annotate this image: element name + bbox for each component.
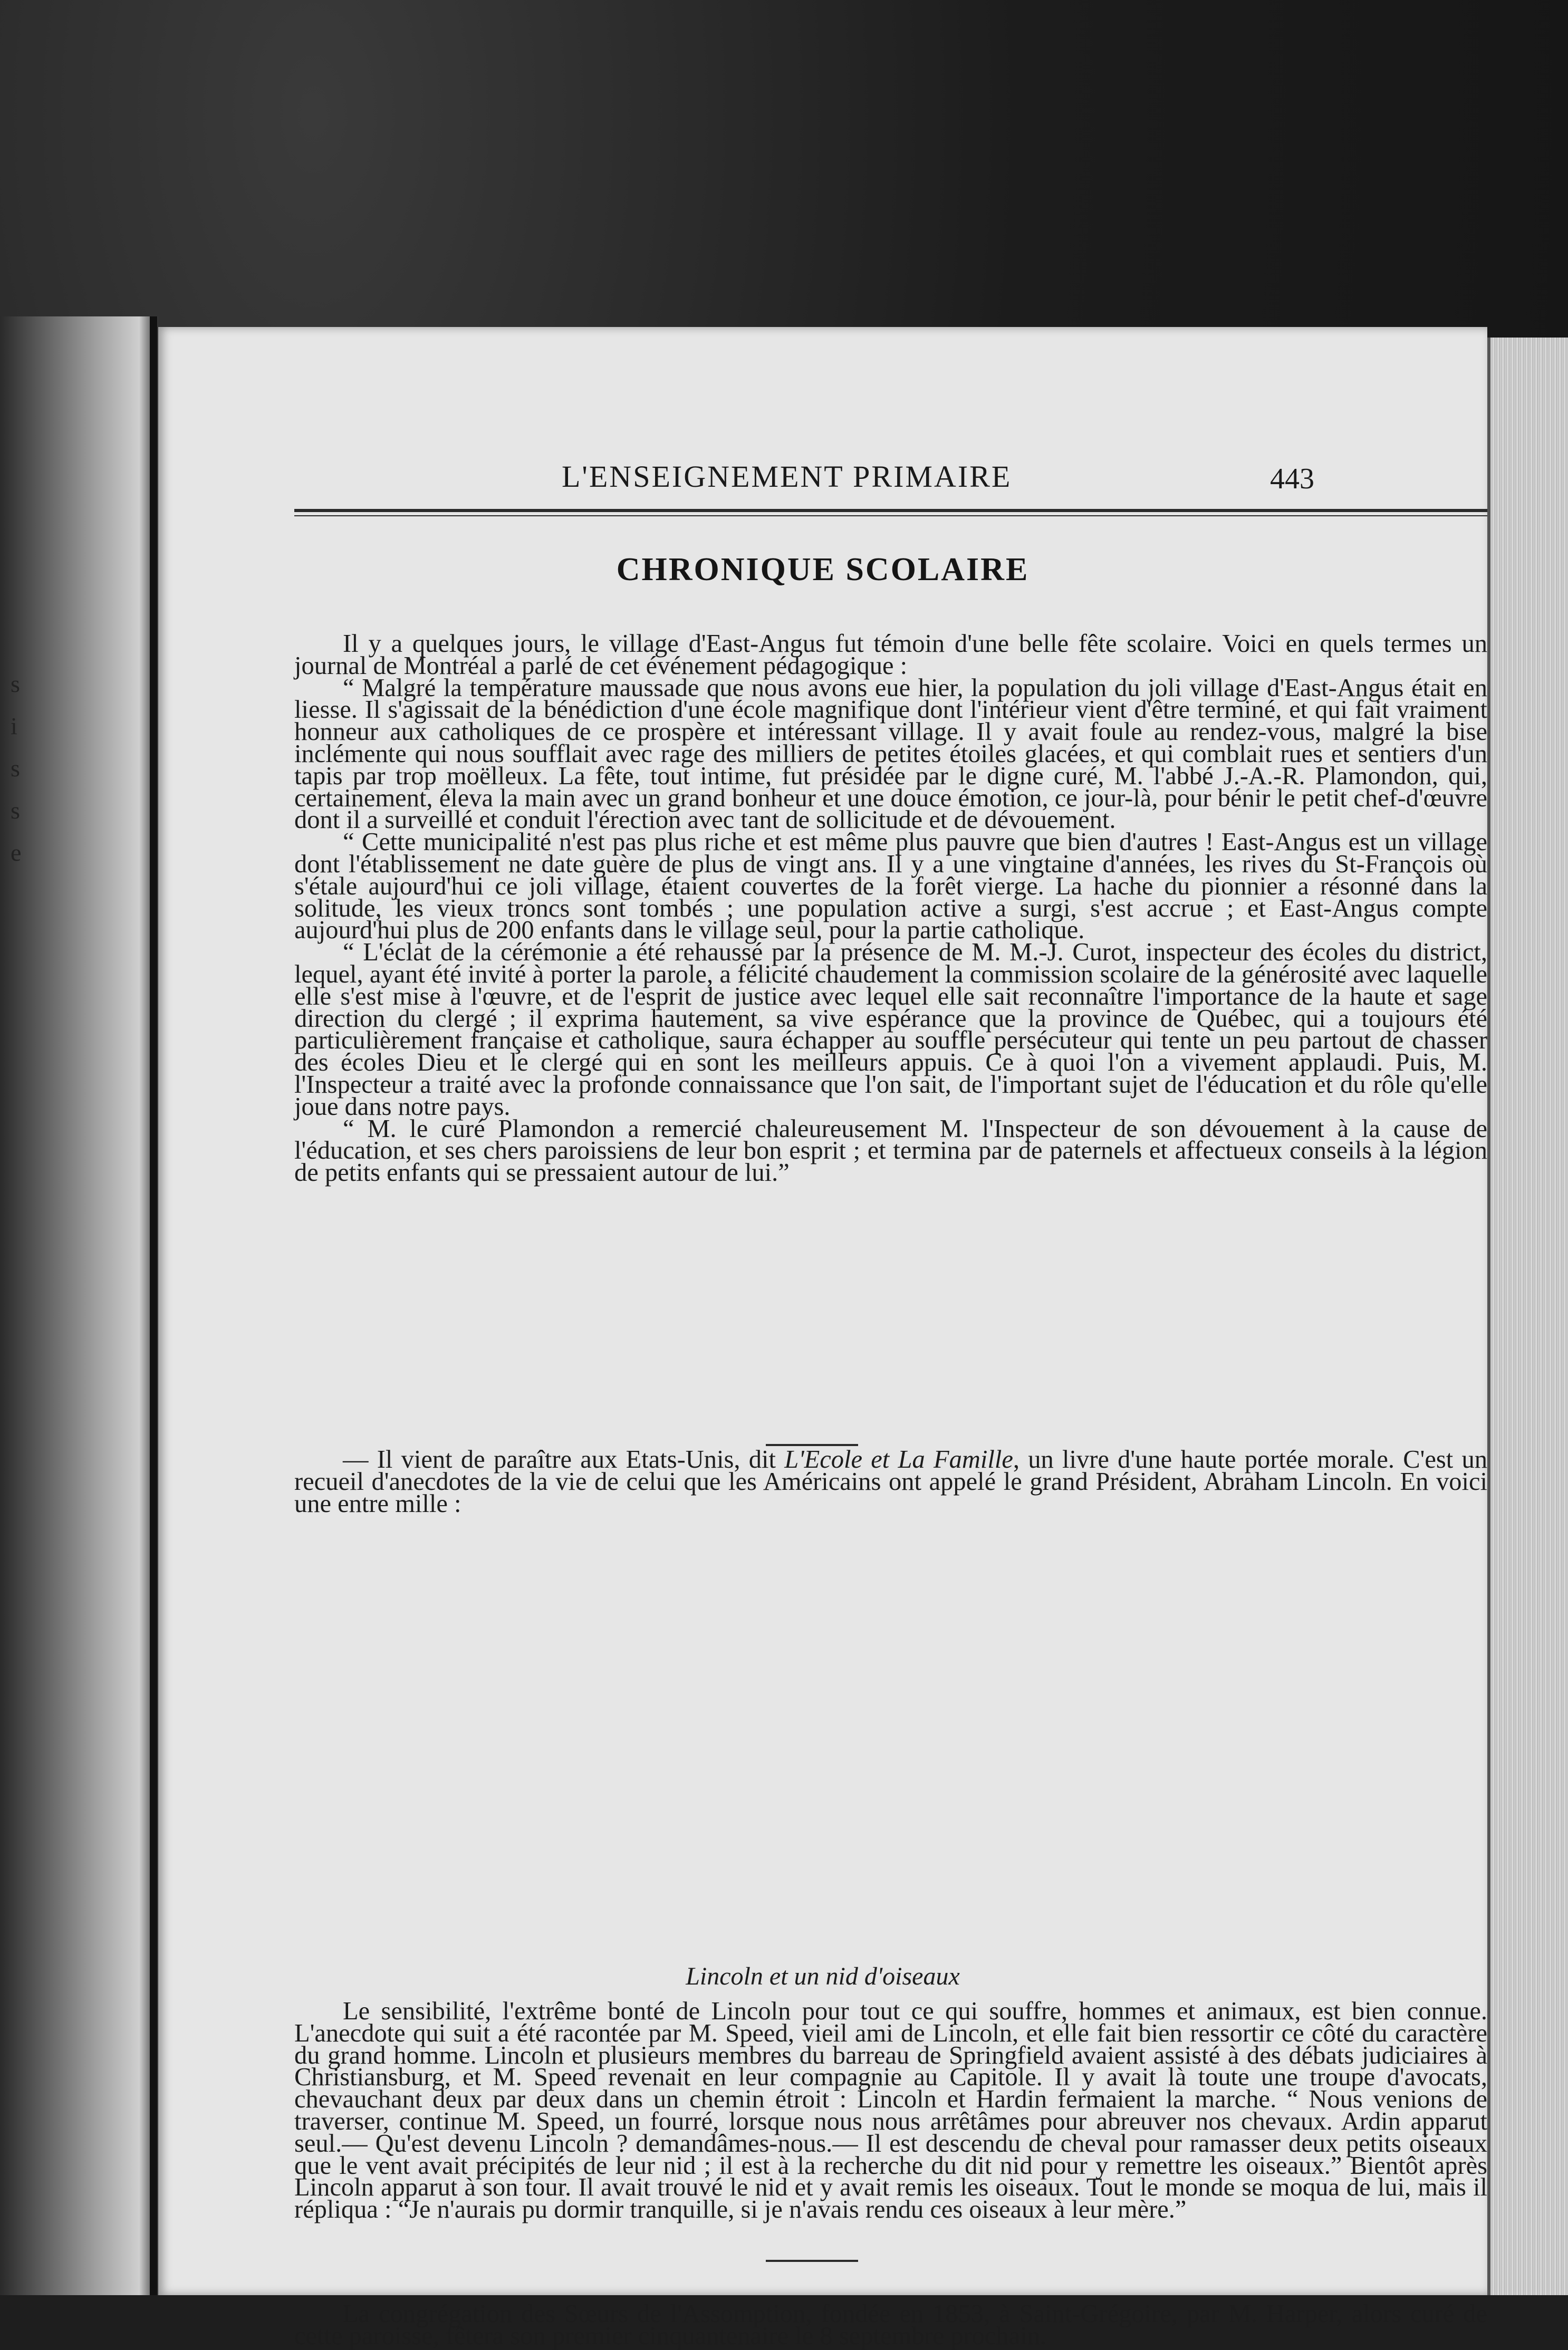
paragraph: “ L'éclat de la cérémonie a été rehaussé par la présence de M. M.-J. Curot, inspecteur des écoles du district, lequel, ayant été invité à porter la parole, a félicité chaudement la commission scolaire de la générosité avec laquelle elle s'est mise à l'œuvre, et de l'esprit de justice avec lequel elle sait reconnaître l'importance de la haute et sage direction du clergé ; il exprima hautement, sa vive espérance que la province de Québec, qui a toujours été particulièrement française et catholique, saura échapper au souffle persécuteur qui tente un peu partout de chasser des écoles Dieu et le clergé qui en sont les meilleurs appuis. Ce à quoi l'on a vivement applaudi. Puis, M. l'Inspecteur a traité avec la profonde connaissance que l'on sait, de l'important sujet de l'éducation et du rôle qu'elle joue dans notre pays. [294, 938, 1487, 1121]
page-edges [1487, 338, 1568, 2295]
paragraph: “ Malgré la température maussade que nous avons eue hier, la population du joli village d'East-Angus était en liesse. Il s'agissait de la bénédiction d'une école magnifique dont l'intérieur vient d'être terminé, et qui fait vraiment honneur aux catholiques de ce prospère et intéressant village. Il y avait foule au rendez-vous, malgré la bise inclémente qui nous soufflait avec rage des milliers de petites étoiles glacées, et qui comblait rues et sentiers d'un tapis par trop moëlleux. La fête, tout intime, fut présidée par le digne curé, M. l'abbé J.-A.-R. Plamondon, qui, certainement, éleva la main avec un grand bonheur et une douce émotion, ce jour-là, pour bénir le petit chef-d'œuvre dont il a surveillé et conduit l'érection avec tant de sollicitude et de dévouement. [294, 673, 1487, 834]
book-page [158, 327, 1487, 2350]
header-rule-thin [294, 515, 1487, 516]
lincoln-intro [294, 1446, 1487, 1518]
section-separator [766, 2260, 858, 2262]
paragraph [294, 1446, 1487, 1518]
running-head [158, 459, 1487, 501]
section-title: CHRONIQUE SCOLAIRE [616, 552, 1030, 588]
congregation-note [294, 2300, 1487, 2350]
intro-text: — Il vient de paraître aux Etats-Unis, dit [343, 1446, 785, 1473]
lincoln-anecdote [294, 1997, 1487, 2224]
paragraph: La congrégation des Sœurs de l'Assomption, fondée en 1853, à Saint-Grégoire, par M. Harper, alors curé de cette paroisse, fêtera son premier cinquantenaire le 8 septembre prochain. [294, 2300, 1487, 2350]
left-page-fragment: s [11, 670, 20, 697]
left-page-fragment: s [11, 755, 20, 782]
left-page-fragment: s [11, 797, 20, 824]
header-rule [294, 509, 1487, 512]
left-page-fragment: e [11, 839, 22, 866]
paragraph: “ Cette municipalité n'est pas plus riche et est même plus pauvre que bien d'autres ! East-Angus est un village dont l'établissement ne date guère de plus de vingt ans. Il y a une vingtaine d'années, les rives du St-François où s'étale aujourd'hui ce joli village, étaient couvertes de la forêt vierge. La hache du pionnier a résonné dans la solitude, les vieux troncs sont tombés ; une population active a surgi, s'est accrue ; et East-Angus compte aujourd'hui plus de 200 enfants dans le village seul, pour la partie catholique. [294, 828, 1487, 945]
page-number: 443 [1270, 463, 1314, 495]
paragraph: “ M. le curé Plamondon a remercié chaleureusement M. l'Inspecteur de son dévouement à la cause de l'éducation, et ses chers paroissiens de leur bon esprit ; et termina par de paternels et affectueux conseils à la légion de petits enfants qui se pressaient autour de lui.” [294, 1114, 1487, 1187]
left-page-fragment: i [11, 712, 17, 739]
intro-text: , un livre d'une haute portée morale. C'est un recueil d'anecdotes de la vie de celui que les Américains ont appelé le grand Président, Abraham Lincoln. En voici une entre mille : [294, 1446, 1487, 1518]
publication-title: L'Ecole et La Famille [784, 1446, 1013, 1473]
book-gutter [150, 316, 157, 2295]
anecdote-title: Lincoln et un nid d'oiseaux [686, 1962, 960, 1990]
running-title: L'ENSEIGNEMENT PRIMAIRE [562, 459, 1012, 494]
paragraph: Il y a quelques jours, le village d'East-Angus fut témoin d'une belle fête scolaire. Voici en quels termes un journal de Montréal a parlé de cet événement pédagogique : [294, 630, 1487, 680]
left-page-edge [0, 316, 158, 2295]
paragraph: Le sensibilité, l'extrême bonté de Lincoln pour tout ce qui souffre, hommes et animaux, est bien connue. L'anecdote qui suit a été racontée par M. Speed, vieil ami de Lincoln, et elle fait bien ressortir ce côté du caractère du grand homme. Lincoln et plusieurs membres du barreau de Springfield avaient assisté à des débats judiciaires à Christiansburg, et M. Speed revenait en leur compagnie au Capitole. Il y avait là toute une troupe d'avocats, chevauchant deux par deux dans un chemin étroit : Lincoln et Hardin fermaient la marche. “ Nous venions de traverser, continue M. Speed, un fourré, lorsque nous nous arrêtâmes pour abreuver nos chevaux. Ardin apparut seul.— Qu'est devenu Lincoln ? demandâmes-nous.— Il est descendu de cheval pour ramasser deux petits oiseaux que le vent avait précipités de leur nid ; il est à la recherche du dit nid pour y remettre les oiseaux.” Bientôt après Lincoln apparut à son tour. Il avait trouvé le nid et y avait remis les oiseaux. Tout le monde se moqua de lui, mais il répliqua : “Je n'aurais pu dormir tranquille, si je n'avais rendu ces oiseaux à leur mère.” [294, 1997, 1487, 2224]
chronicle-article [294, 630, 1487, 1187]
